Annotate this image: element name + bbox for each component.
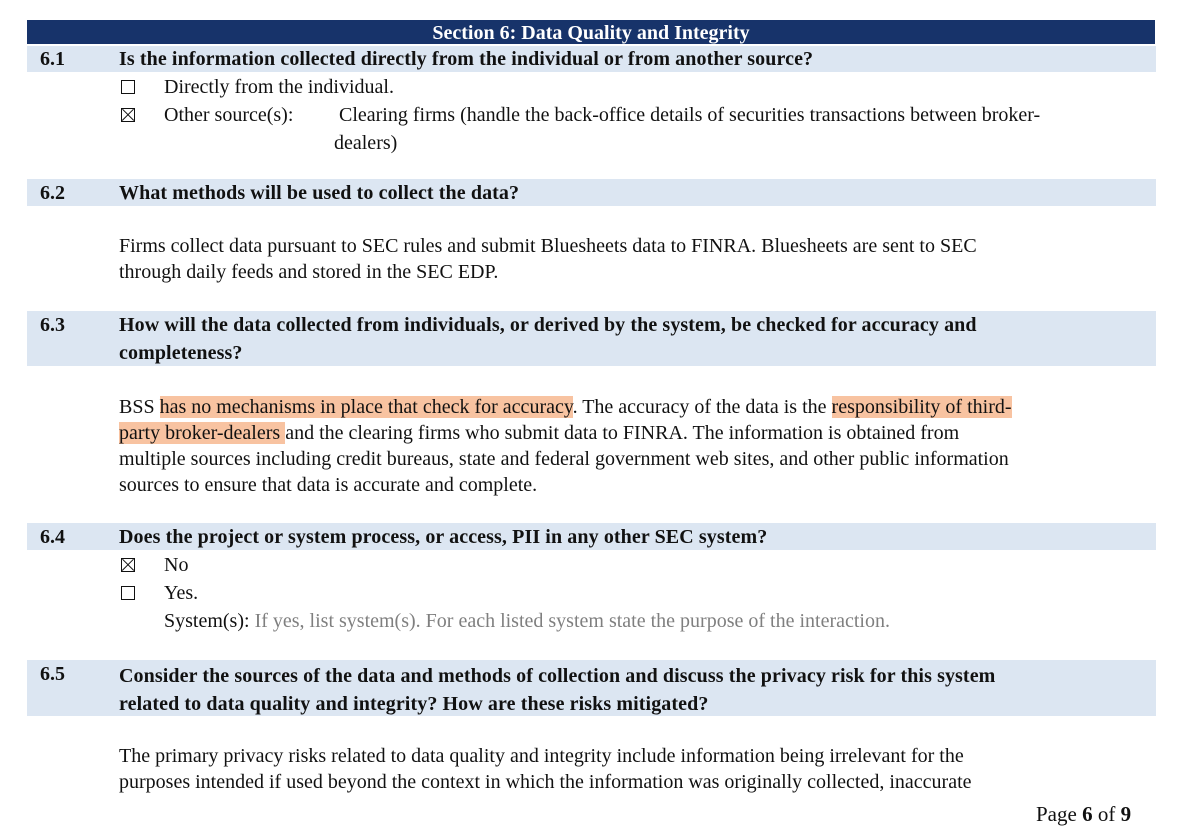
question-6-2-row (27, 179, 1156, 206)
answer-line: Firms collect data pursuant to SEC rules and submit Bluesheets data to FINRA. Bluesheets are sent to SEC (119, 235, 977, 257)
question-text (119, 662, 1144, 718)
answer-line: sources to ensure that data is accurate and complete. (119, 474, 538, 496)
other-sources-detail-line1: Clearing firms (handle the back-office details of securities transactions between broker- (339, 104, 1041, 126)
answer-6-2 (119, 233, 1149, 285)
page-of: of (1097, 802, 1116, 826)
page-number (1036, 800, 1131, 828)
option-other-sources-label: Other source(s): (164, 104, 294, 126)
highlight-party-broker-dealers: party broker-dealers (119, 422, 286, 444)
page-current: 6 (1082, 802, 1093, 826)
question-text: Does the project or system process, or access, PII in any other SEC system? (119, 526, 768, 548)
answer-line: purposes intended if used beyond the context in which the information was originally collected, inaccurate (119, 771, 972, 793)
question-6-1-row (27, 46, 1156, 72)
question-number: 6.5 (40, 663, 65, 685)
checkbox-unchecked-icon (121, 80, 135, 94)
question-6-5-row (27, 660, 1156, 716)
answer-line: through daily feeds and stored in the SEC EDP. (119, 261, 499, 283)
answer-line: multiple sources including credit bureaus, state and federal government web sites, and other public information (119, 448, 1009, 470)
other-sources-detail-line2: dealers) (334, 132, 398, 154)
systems-line (164, 607, 890, 635)
answer-text: and the clearing firms who submit data to FINRA. The information is obtained from (285, 422, 960, 444)
answer-text: . The accuracy of the data is the (572, 396, 832, 418)
highlight-responsibility: responsibility of third- (831, 396, 1012, 418)
question-number: 6.1 (40, 48, 65, 70)
answer-line (119, 420, 1179, 446)
option-no: No (164, 554, 189, 576)
question-text: Is the information collected directly from the individual or from another source? (119, 48, 814, 70)
question-number: 6.2 (40, 182, 65, 204)
answer-line (119, 394, 1179, 420)
question-line: completeness? (119, 342, 243, 364)
checkbox-unchecked-icon (121, 586, 135, 600)
checkbox-checked-icon (121, 558, 135, 572)
option-yes: Yes. (164, 582, 199, 604)
question-number: 6.4 (40, 526, 65, 548)
question-text (119, 311, 1144, 367)
option-directly-from-individual: Directly from the individual. (164, 76, 394, 98)
systems-hint: If yes, list system(s). For each listed system state the purpose of the interaction. (254, 610, 890, 632)
question-line: related to data quality and integrity? How are these risks mitigated? (119, 693, 709, 715)
question-text: What methods will be used to collect the data? (119, 182, 520, 204)
answer-text: BSS (119, 396, 160, 418)
answer-6-3 (119, 394, 1179, 498)
question-number: 6.3 (40, 314, 65, 336)
highlight-no-mechanisms: has no mechanisms in place that check for accuracy (159, 396, 573, 418)
answer-line: The primary privacy risks related to data quality and integrity include information being irrelevant for the (119, 745, 964, 767)
question-line: Consider the sources of the data and methods of collection and discuss the privacy risk for this system (119, 665, 996, 687)
question-6-4-row (27, 523, 1156, 550)
checkbox-checked-icon (121, 108, 135, 122)
section-title: Section 6: Data Quality and Integrity (27, 20, 1155, 44)
page-total: 9 (1120, 802, 1132, 826)
answer-6-5 (119, 743, 1159, 795)
question-line: How will the data collected from individuals, or derived by the system, be checked for accuracy and (119, 314, 977, 336)
page-label: Page (1036, 802, 1077, 826)
systems-label: System(s): (164, 610, 250, 632)
question-6-3-row (27, 311, 1156, 366)
